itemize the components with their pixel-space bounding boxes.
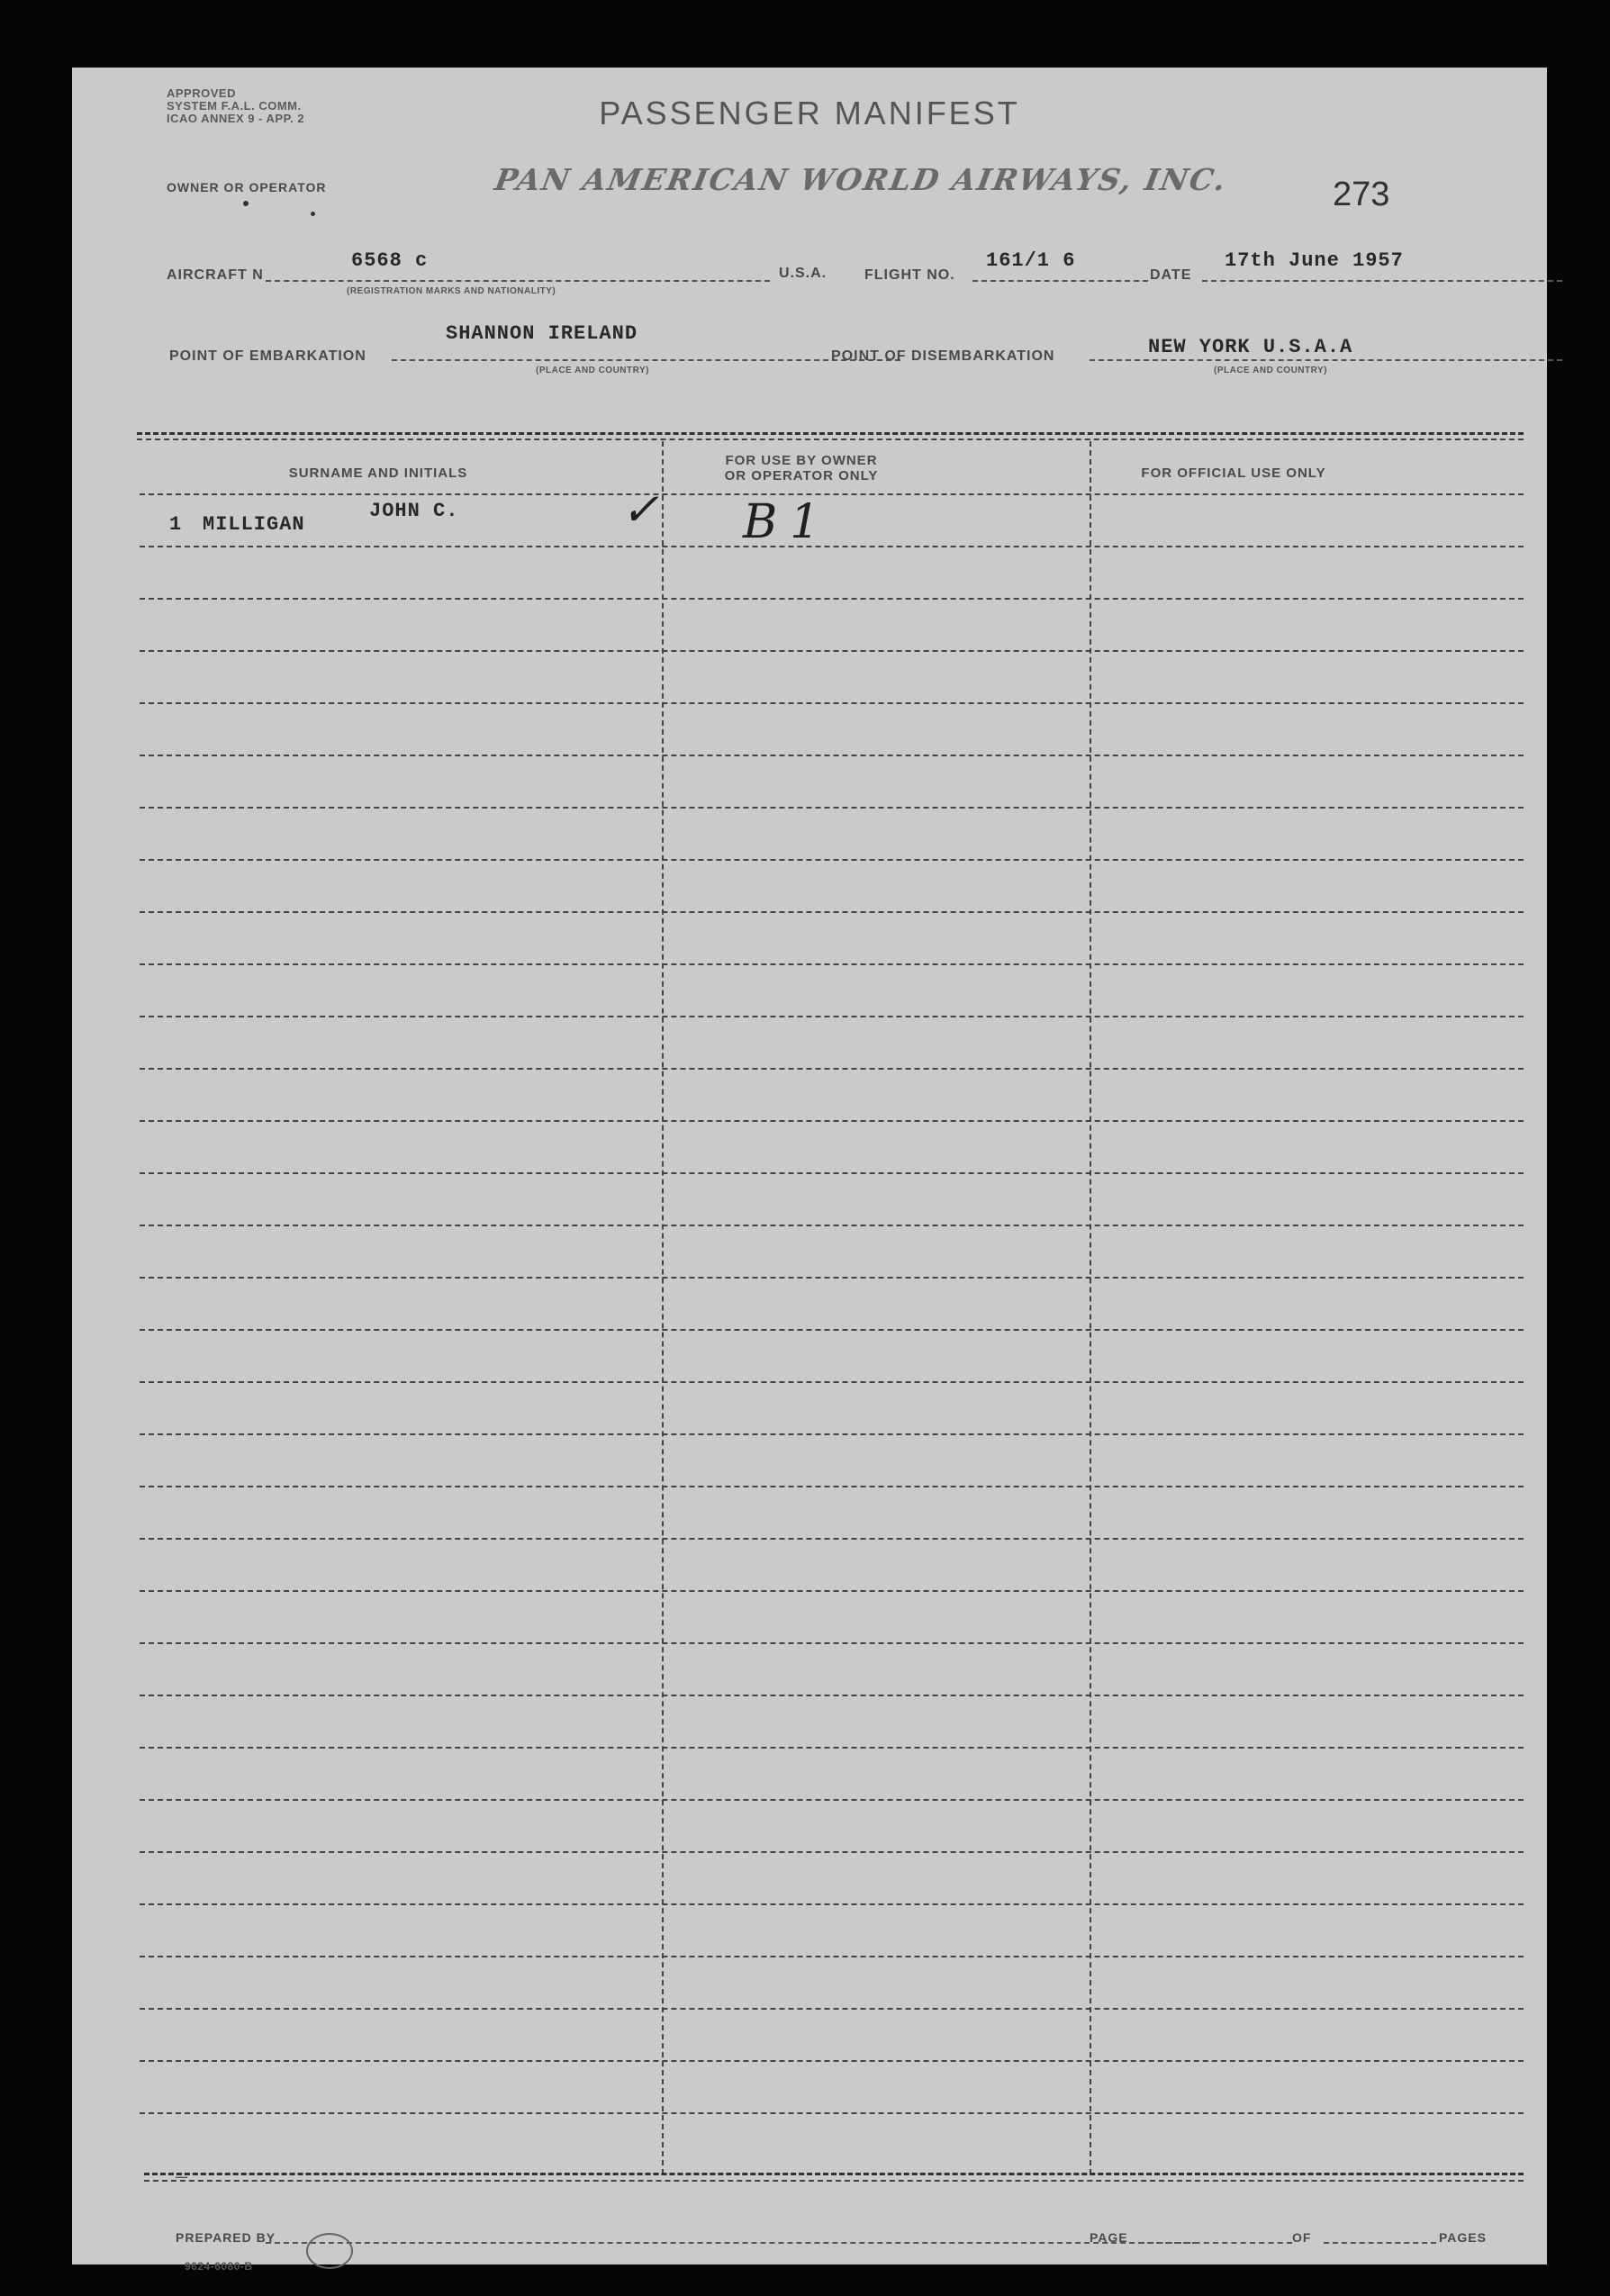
- row-rule: [140, 1903, 1524, 1905]
- row-rule: [140, 911, 1524, 913]
- table-bottom-border: [144, 2173, 1524, 2175]
- row-rule: [140, 755, 1524, 756]
- row-initials: JOHN C.: [369, 500, 459, 522]
- approval-line: ICAO ANNEX 9 - APP. 2: [167, 112, 305, 125]
- disembark-label: POINT OF DISEMBARKATION: [831, 348, 1055, 364]
- row-rule: [140, 1642, 1524, 1644]
- approval-line: APPROVED: [167, 86, 236, 100]
- of-label: OF: [1292, 2230, 1312, 2245]
- prepared-label: PREPARED BY: [176, 2230, 276, 2245]
- row-rule: [140, 859, 1524, 861]
- date-label: DATE: [1150, 267, 1192, 283]
- disembark-sub: (PLACE AND COUNTRY): [1214, 366, 1327, 375]
- row-rule: [140, 2008, 1524, 2010]
- embark-value: SHANNON IRELAND: [446, 322, 638, 345]
- row-rule: [140, 650, 1524, 652]
- row-rule: [140, 493, 1524, 495]
- row-rule: [140, 2112, 1524, 2114]
- row-rule: [140, 2060, 1524, 2062]
- row-rule: [140, 1851, 1524, 1853]
- column-divider: [662, 441, 664, 2174]
- owner-mark: B1: [743, 495, 833, 549]
- aircraft-sub: (REGISTRATION MARKS AND NATIONALITY): [347, 286, 556, 296]
- row-rule: [140, 1068, 1524, 1070]
- ink-dot: [311, 212, 315, 216]
- flight-underline: [972, 280, 1148, 282]
- owner-label: OWNER OR OPERATOR: [167, 180, 327, 194]
- date-value: 17th June 1957: [1225, 249, 1404, 272]
- aircraft-label: AIRCRAFT N: [167, 267, 264, 283]
- row-rule: [140, 546, 1524, 547]
- row-number: 1: [169, 513, 183, 536]
- row-rule: [140, 598, 1524, 600]
- embark-underline: [392, 359, 900, 361]
- row-rule: [140, 1538, 1524, 1540]
- row-rule: [140, 1590, 1524, 1592]
- col-header-owner: [662, 453, 941, 484]
- row-rule: [140, 1172, 1524, 1174]
- page-title: PASSENGER MANIFEST: [599, 95, 1020, 131]
- union-label-seal: [306, 2233, 353, 2269]
- row-rule: [140, 1956, 1524, 1957]
- row-rule: [140, 1120, 1524, 1122]
- row-rule: [140, 1433, 1524, 1435]
- flight-value: 161/1 6: [986, 249, 1076, 272]
- check-mark: ✓: [621, 484, 659, 536]
- date-underline: [1202, 280, 1562, 282]
- col-header-owner-line: OR OPERATOR ONLY: [724, 468, 879, 484]
- approval-line: SYSTEM F.A.L. COMM.: [167, 99, 302, 113]
- disembark-value: NEW YORK U.S.A.A: [1148, 336, 1353, 358]
- table-top-border: [137, 432, 1524, 435]
- row-rule: [140, 1277, 1524, 1279]
- manifest-page: [72, 68, 1547, 2273]
- table-bottom-border: [144, 2180, 1524, 2182]
- aircraft-value: 6568 c: [351, 249, 429, 272]
- col-header-owner-line: FOR USE BY OWNER: [725, 453, 878, 468]
- usa-label: U.S.A.: [779, 266, 828, 281]
- page-label: PAGE: [1090, 2230, 1128, 2245]
- column-divider: [1090, 441, 1091, 2174]
- flight-label: FLIGHT NO.: [864, 267, 955, 283]
- footer-initial: —: [176, 2170, 188, 2183]
- row-rule: [140, 807, 1524, 809]
- row-rule: [140, 1329, 1524, 1331]
- row-rule: [140, 1381, 1524, 1383]
- row-rule: [140, 1695, 1524, 1696]
- row-rule: [140, 1486, 1524, 1487]
- embark-label: POINT OF EMBARKATION: [169, 348, 366, 364]
- ink-dot: [243, 201, 249, 206]
- owner-value: PAN AMERICAN WORLD AIRWAYS, INC.: [492, 162, 1230, 197]
- row-surname: MILLIGAN: [203, 513, 305, 536]
- row-rule: [140, 1016, 1524, 1017]
- row-rule: [140, 1799, 1524, 1801]
- row-rule: [140, 963, 1524, 965]
- col-header-official: FOR OFFICIAL USE ONLY: [1141, 466, 1326, 481]
- form-code: 9624-6080-B: [185, 2260, 253, 2273]
- prepared-underline: [266, 2242, 1198, 2244]
- row-rule: [140, 1225, 1524, 1226]
- pages-label: PAGES: [1439, 2230, 1487, 2245]
- page-underline: [1139, 2242, 1292, 2244]
- row-rule: [140, 1747, 1524, 1749]
- disembark-underline: [1090, 359, 1562, 361]
- of-underline: [1324, 2242, 1436, 2244]
- page-stamp: 273: [1333, 176, 1390, 213]
- embark-sub: (PLACE AND COUNTRY): [536, 366, 649, 375]
- col-header-surname: SURNAME AND INITIALS: [288, 466, 468, 481]
- row-rule: [140, 702, 1524, 704]
- table-top-border: [137, 438, 1524, 440]
- aircraft-underline: [266, 280, 770, 282]
